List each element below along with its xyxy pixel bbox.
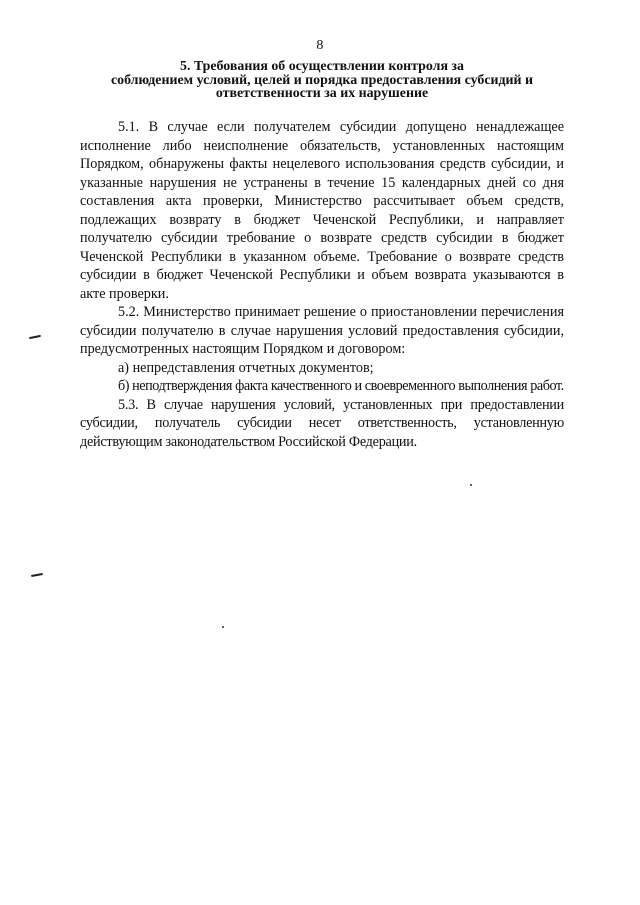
section-heading-line-3: ответственности за их нарушение xyxy=(215,86,429,101)
document-body xyxy=(80,118,564,451)
paragraph-5-3: 5.3. В случае нарушения условий, установленных при предоставлении субсидии, получатель субсидии несет ответственность, установленную действующим законодательством Российской Федерации. xyxy=(80,396,564,450)
list-item-a: а) непредставления отчетных документов; xyxy=(118,359,374,376)
page-number: 8 xyxy=(316,38,324,53)
paragraph-5-2: 5.2. Министерство принимает решение о приостановлении перечисления субсидии получателю в случае нарушения условий предоставления субсидии, предусмотренных настоящим Порядком и договором: xyxy=(80,304,564,357)
section-heading-line-1: 5. Требования об осуществлении контроля за xyxy=(180,59,464,74)
section-heading xyxy=(80,60,564,101)
section-heading-line-2: соблюдением условий, целей и порядка предоставления субсидий и xyxy=(110,72,534,88)
paragraph-5-1: 5.1. В случае если получателем субсидии допущено ненадлежащее исполнение либо неисполнение обязательств, установленных настоящим Порядком, обнаружены факты нецелевого использования средств субсидии, и указанные нарушения не устранены в течение 15 календарных дней со дня составления акта проверки, Министерство рассчитывает объем средств, подлежащих возврату в бюджет Чеченской Республики, и направляет получателю субсидии требование о возврате средств субсидии в бюджет Чеченской Республики в указанном объеме. Требование о возврате средств субсидии в бюджет Чеченской Республики и объем возврата указываются в акте проверки. xyxy=(80,119,564,302)
scan-mark xyxy=(29,335,41,339)
scan-mark xyxy=(31,573,43,577)
list-item-b: б) неподтверждения факта качественного и своевременного выполнения работ. xyxy=(118,378,564,394)
scan-speck xyxy=(470,484,472,486)
scan-speck xyxy=(222,626,224,628)
